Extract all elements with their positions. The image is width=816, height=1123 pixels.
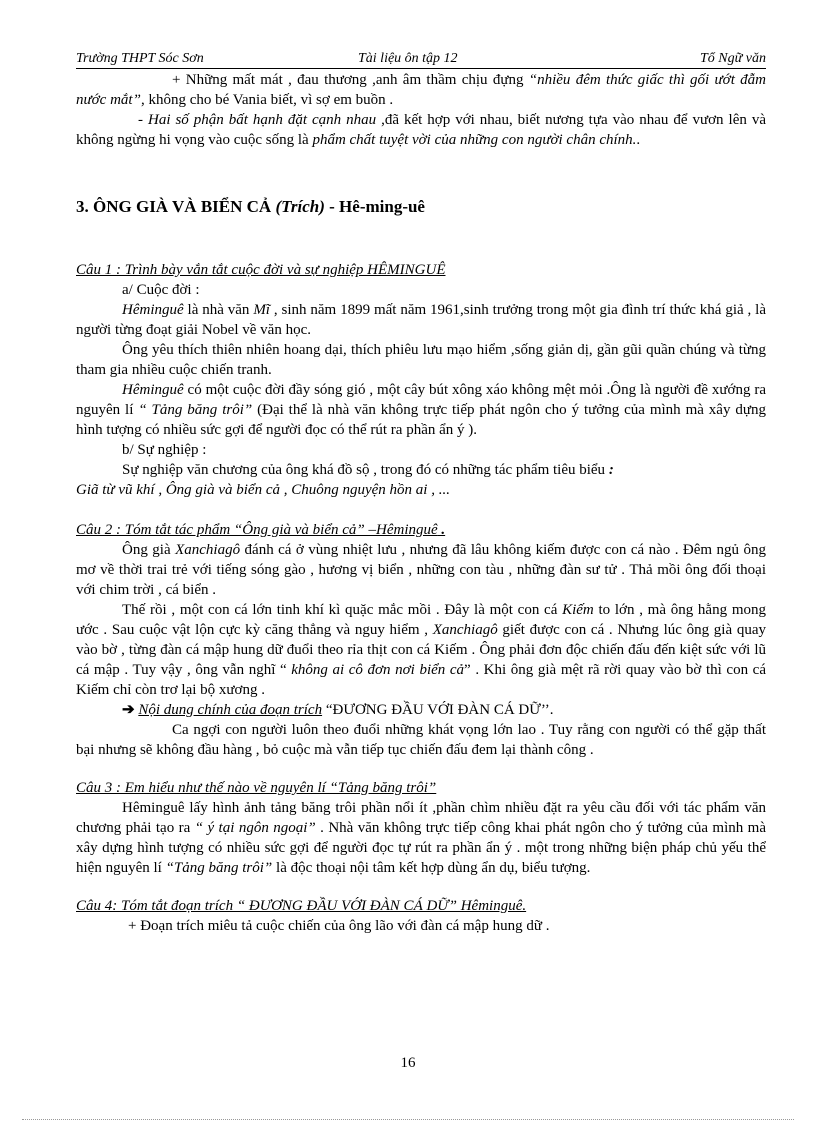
- text: Hêminguê lấy hình ảnh tảng băng trôi phần nổi ít ,phần chìm nhiều đặt ra yêu cầu đối với tác phẩm văn chương phải tạo ra: [76, 800, 766, 836]
- q1-life-paragraph-1: [76, 300, 766, 340]
- q2-paragraph-1: [76, 540, 766, 600]
- text: -: [138, 112, 148, 128]
- page-number: 16: [400, 1055, 416, 1071]
- q1-career-paragraph: [76, 460, 766, 480]
- title-author: - Hê-ming-uê: [324, 197, 425, 216]
- content-label: Nội dung chính của đoạn trích: [138, 702, 323, 718]
- intro-paragraph-2: [76, 110, 766, 150]
- quote: “ ý tại ngôn ngoại”: [194, 820, 321, 836]
- text: . Nhà văn không trực tiếp công khai phát ngôn cho ý tưởng của mình mà xây dựng hình tượng có nhiều sức gợi để người đọc tự rút ra phần ẩn ý . một trong những biện pháp chủ yếu thể hiện nguyên lí: [76, 820, 766, 876]
- arrow-icon: ➔: [122, 702, 135, 718]
- header-school: Trường THPT Sóc Sơn: [76, 51, 204, 66]
- page-bottom-border: [22, 1119, 794, 1120]
- quote: “nhiều đêm thức giấc thì gối ướt đẫm nước mắt”: [76, 72, 766, 108]
- title-note: (Trích): [275, 197, 325, 216]
- text: là nhà văn: [183, 302, 254, 318]
- text: ,đã kết hợp với nhau, biết nương tựa vào nhau để vươn lên và không ngừng hi vọng vào cuộc sống là: [76, 112, 766, 148]
- page-header: [76, 50, 766, 69]
- fish-name: Kiếm: [562, 602, 594, 618]
- question-3-title: Câu 3 : Em hiểu như thế nào về nguyên lí “Tảng băng trôi”: [76, 780, 437, 796]
- header-department: Tổ Ngữ văn: [700, 51, 766, 66]
- q2-content-heading: [76, 700, 766, 720]
- header-document-title: Tài liệu ôn tập 12: [358, 51, 458, 66]
- text: là độc thoại nội tâm kết hợp dùng ẩn dụ, biểu tượng.: [272, 860, 591, 876]
- q2-paragraph-3: Ca ngợi con người luôn theo đuổi những khát vọng lớn lao . Tuy rằng con người có thể gặp thất bại nhưng sẽ không đầu hàng , bỏ cuộc mà vẫn tiếp tục chiến đấu đem lại thành công .: [76, 722, 766, 758]
- q1-works-list: Giã từ vũ khí , Ông già và biển cả , Chuông nguyện hồn ai , ...: [76, 482, 450, 498]
- label: b/ Sự nghiệp :: [122, 442, 207, 458]
- character-name: Xanchiagô: [432, 622, 498, 638]
- text: , không cho bé Vania biết, vì sợ em buồn .: [140, 92, 394, 108]
- content-value: “ĐƯƠNG ĐẦU VỚI ĐÀN CÁ DỮ’’.: [322, 702, 554, 718]
- question-2-title: [76, 520, 766, 540]
- q1-life-paragraph-3: [76, 380, 766, 440]
- colon: :: [608, 462, 614, 478]
- text: Thế rồi , một con cá lớn tinh khí kì quặc mắc mồi . Đây là một con cá: [122, 602, 563, 618]
- intro-paragraph-1: [76, 70, 766, 110]
- section-title: [76, 196, 766, 218]
- text: Ông già: [122, 542, 176, 558]
- title-text: Câu 2 : Tóm tắt tác phẩm “Ông già và biển cả” –Hêminguê: [76, 522, 438, 538]
- text: giết được con cá . Nhưng lúc ông già quay vào bờ , từng đàn cá mập hung dữ đuổi theo rỉa thịt con cá Kiếm . Ông phải đơn độc chiến đấu đến kiệt sức với lũ cá mập . Tuy vậy , ông vẫn nghĩ “: [76, 622, 766, 678]
- character-name: Xanchiagô: [175, 542, 241, 558]
- q4-paragraph: + Đoạn trích miêu tả cuộc chiến của ông lão với đàn cá mập hung dữ .: [128, 918, 550, 934]
- question-4-title: Câu 4: Tóm tắt đoạn trích “ ĐƯƠNG ĐẦU VỚI ĐÀN CÁ DỮ” Hêminguê.: [76, 898, 527, 914]
- text: ” . Khi ông già mệt rã rời quay vào bờ thì con cá Kiếm chỉ còn trơ lại bộ xương .: [76, 662, 766, 698]
- quote: không ai cô đơn nơi biển cả: [291, 662, 465, 678]
- text: đánh cá ở vùng nhiệt lưu , nhưng đã lâu không kiếm được con cá nào . Đêm ngủ ông mơ về thời trai trẻ với tiếng sóng gào , hương vị biển , những con tàu , những đàn sư tử . Thả mồi ông đối thoại với chim trời , cá biển .: [76, 542, 766, 598]
- country: Mĩ: [253, 302, 270, 318]
- title-text: 3. ÔNG GIÀ VÀ BIỂN CẢ: [76, 197, 276, 216]
- page-body: [76, 70, 766, 936]
- quote: “ Tảng băng trôi”: [138, 402, 253, 418]
- q1-subheading-life: [76, 280, 766, 300]
- q2-paragraph-2: [76, 600, 766, 700]
- quote: “Tảng băng trôi”: [165, 860, 273, 876]
- text: (Đại thể là nhà văn không trực tiếp phát ngôn cho ý tưởng của mình mà xây dựng hình tượng có nhiều sức gợi để người đọc có thể rút ra phần ẩn ý ).: [76, 402, 766, 438]
- text: Sự nghiệp văn chương của ông khá đồ sộ , trong đó có những tác phẩm tiêu biểu: [122, 462, 609, 478]
- emphasis: phẩm chất tuyệt vời của những con người chân chính.: [312, 132, 637, 148]
- emphasis: Hai số phận bất hạnh đặt cạnh nhau: [147, 112, 377, 128]
- author-name: Hêminguê: [122, 382, 184, 398]
- question-1-title: Câu 1 : Trình bày vắn tắt cuộc đời và sự nghiệp HÊMINGUÊ: [76, 262, 446, 278]
- text: to lớn , mà ông hằng mong ước . Sau cuộc vật lộn cực kỳ căng thẳng và nguy hiểm ,: [76, 602, 766, 638]
- title-end: .: [437, 522, 446, 538]
- label: a/ Cuộc đời :: [122, 282, 200, 298]
- text: .: [636, 132, 641, 148]
- text: có một cuộc đời đầy sóng gió , một cây bút xông xáo không mệt mỏi .Ông là người đề xướng ra nguyên lí: [76, 382, 766, 418]
- author-name: Hêminguê: [122, 302, 184, 318]
- q1-life-paragraph-2: Ông yêu thích thiên nhiên hoang dại, thích phiêu lưu mạo hiểm ,sống giản dị, gần gũi quần chúng và từng tham gia nhiều cuộc chiến tranh.: [76, 342, 766, 378]
- text: , sinh năm 1899 mất năm 1961,sinh trưởng trong một gia đình trí thức khá giả , là người từng đoạt giải Nobel về văn học.: [76, 302, 766, 338]
- q1-subheading-career: [76, 440, 766, 460]
- text: + Những mất mát , đau thương ,anh âm thầm chịu đựng: [172, 72, 529, 88]
- q3-paragraph: [76, 798, 766, 878]
